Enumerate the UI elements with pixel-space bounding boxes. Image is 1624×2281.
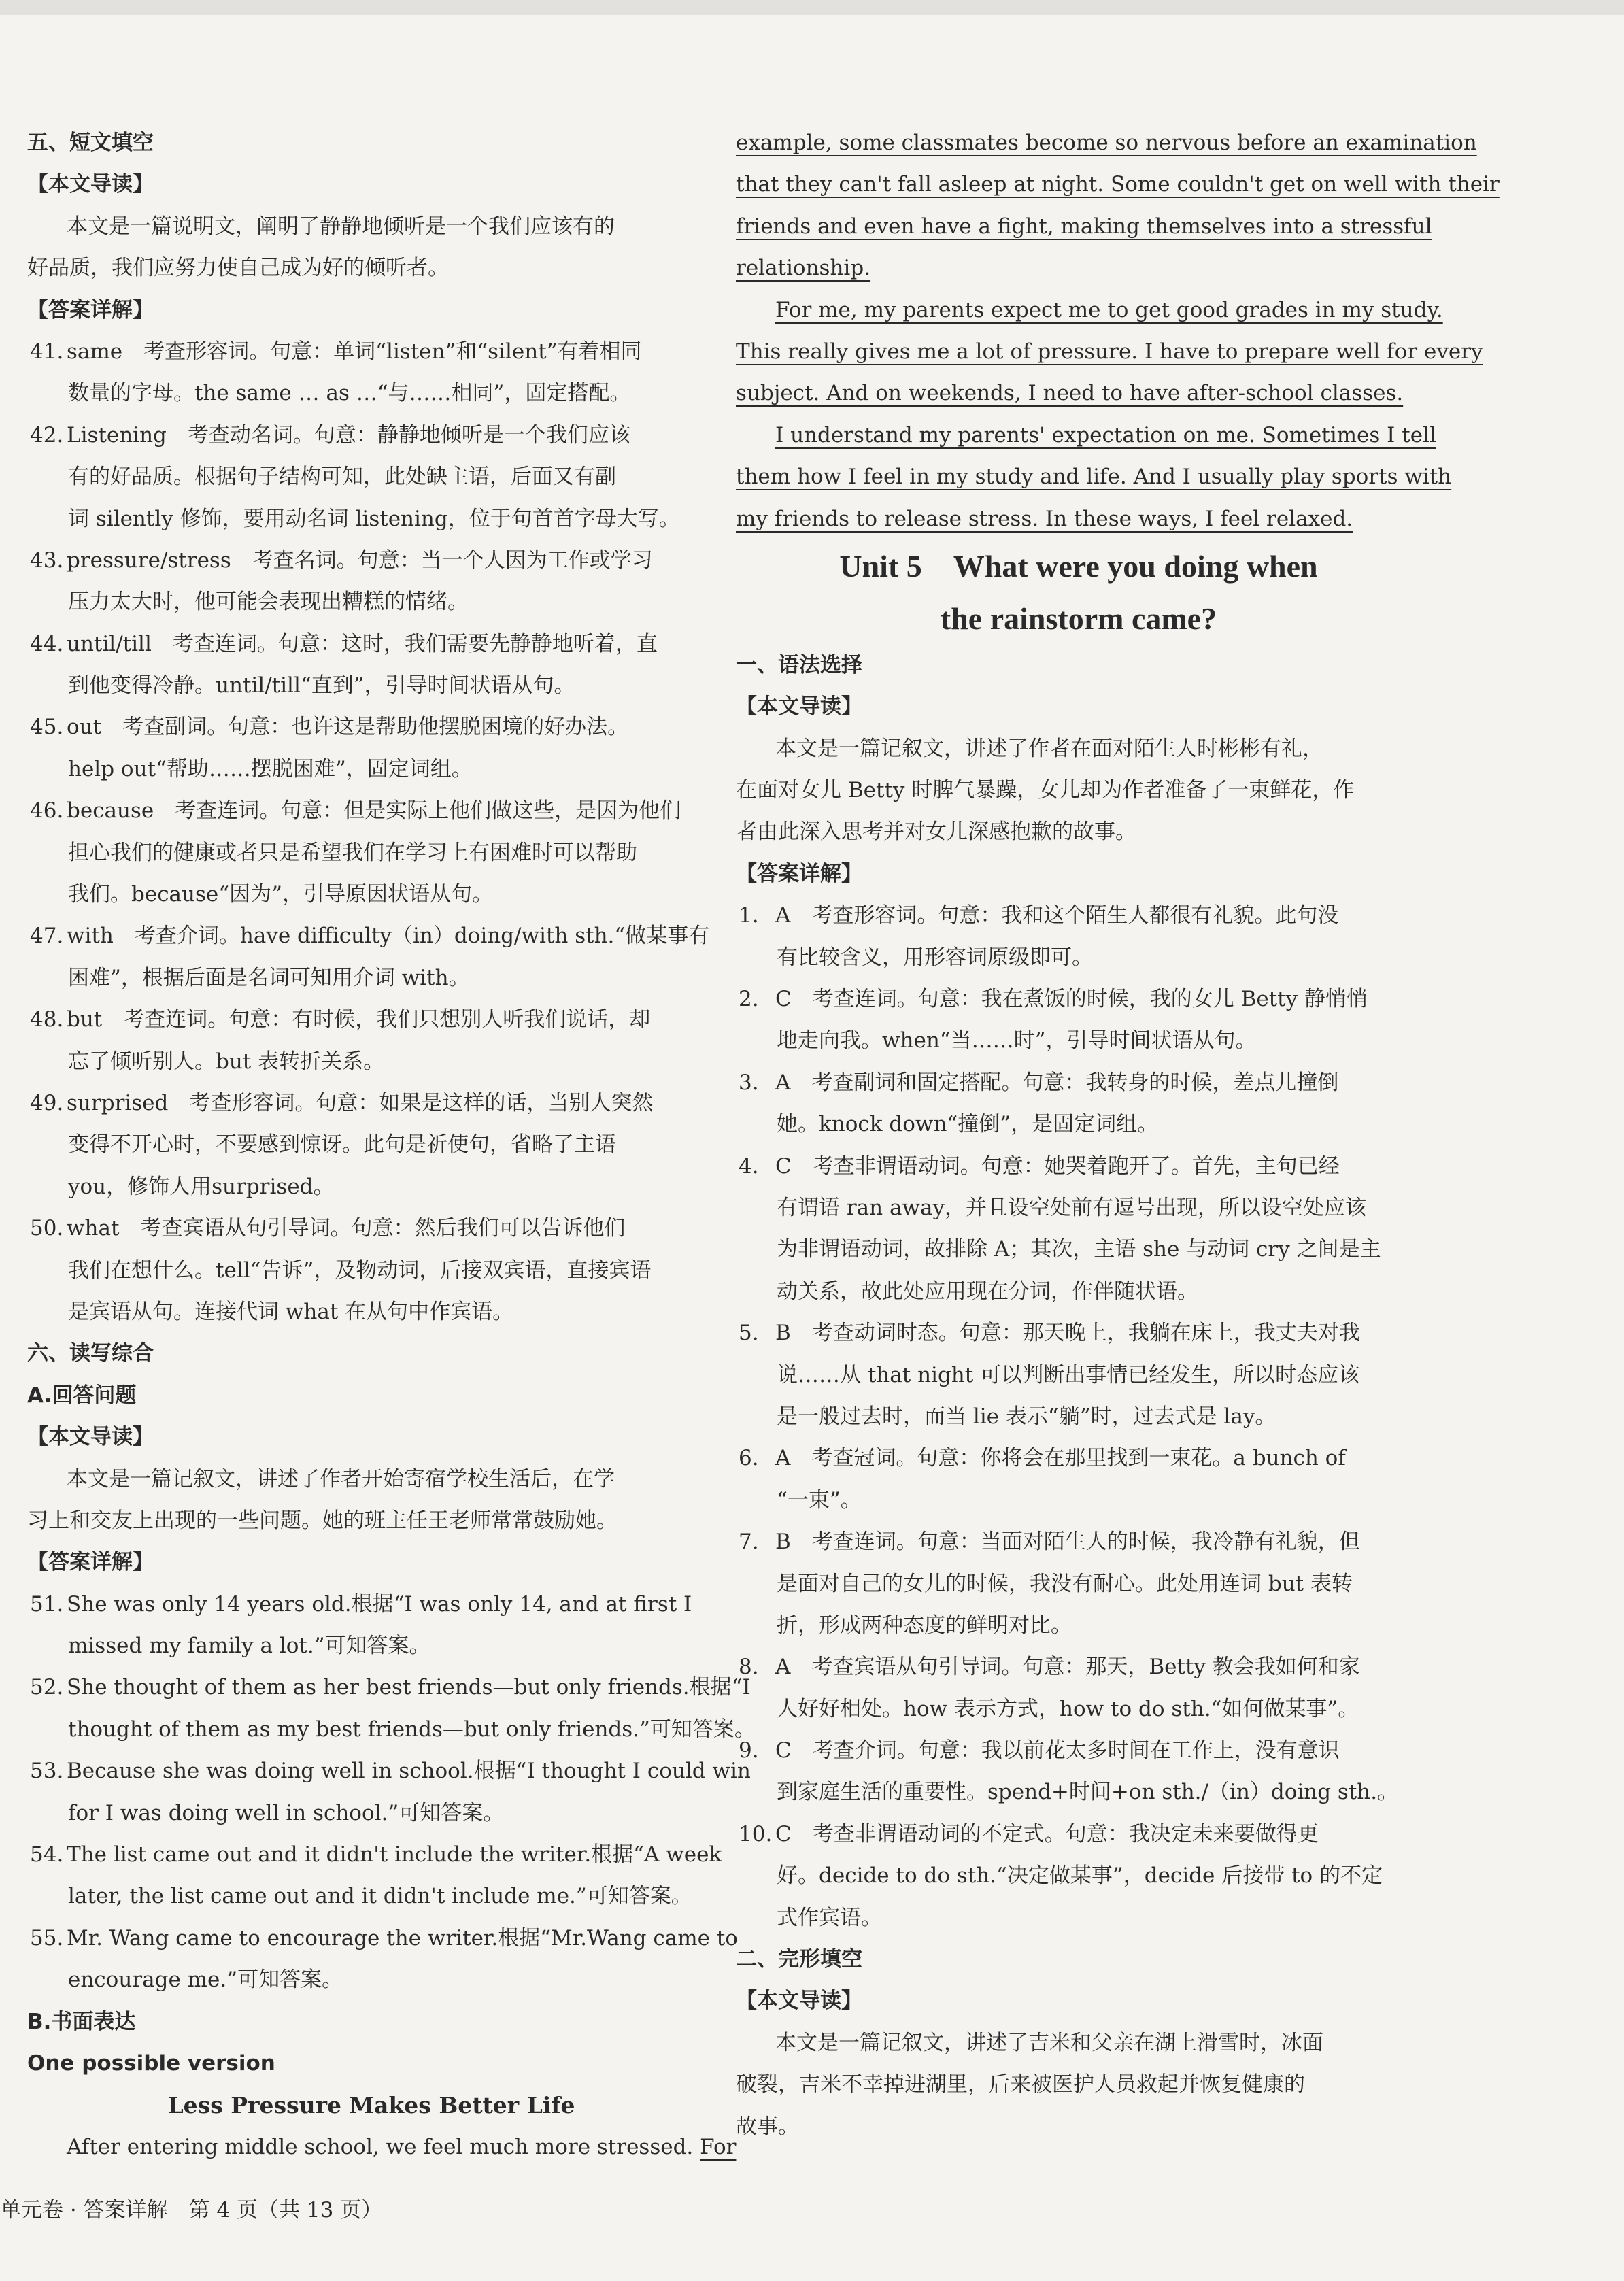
- answer-item: [27, 1667, 751, 1708]
- underlined-text: them how I feel in my study and life. And I usually play sports with: [736, 464, 1452, 490]
- item-number: 48.: [30, 1007, 64, 1032]
- answer-continuation: 忘了倾听别人。but 表转折关系。: [68, 1049, 385, 1074]
- item-text: C 考查介词。句意：我以前花太多时间在工作上，没有意识: [775, 1738, 1340, 1763]
- answer-continuation: thought of them as my best friends—but only friends.”可知答案。: [68, 1717, 756, 1742]
- item-number: 43.: [30, 547, 64, 573]
- section-heading: 六、读写综合: [27, 1341, 154, 1366]
- answer-continuation: encourage me.”可知答案。: [68, 1967, 343, 1993]
- essay-line: [736, 248, 1421, 289]
- underlined-text: This really gives me a lot of pressure. I have to prepare well for every: [736, 339, 1483, 364]
- answer-continuation: later, the list came out and it didn't include me.”可知答案。: [68, 1884, 692, 1909]
- essay-line: [736, 499, 1421, 540]
- text-line: 在面对女儿 Betty 时脾气暴躁，女儿却为作者准备了一束鲜花，作: [736, 778, 1355, 803]
- item-number: 2.: [739, 987, 759, 1012]
- item-number: 41.: [30, 339, 64, 364]
- answer-continuation: 是一般过去时，而当 lie 表示“躺”时，过去式是 lay。: [777, 1404, 1276, 1429]
- item-number: 46.: [30, 798, 64, 824]
- section-heading: 五、短文填空: [27, 131, 154, 155]
- item-text: C 考查非谓语动词。句意：她哭着跑开了。首先，主句已经: [775, 1153, 1340, 1179]
- answer-item: [736, 1521, 1421, 1563]
- subsection-label: 【答案详解】: [736, 861, 862, 886]
- answer-item: [736, 1646, 1421, 1688]
- item-text: Because she was doing well in school.根据“I thought I could win: [67, 1759, 751, 1784]
- answer-continuation: 有的好品质。根据句子结构可知，此处缺主语，后面又有副: [68, 464, 616, 490]
- item-number: 51.: [30, 1591, 64, 1617]
- item-number: 52.: [30, 1675, 64, 1700]
- subsection-label: 【本文导读】: [736, 1989, 862, 2014]
- answer-item: [27, 915, 715, 957]
- answer-item: [736, 1146, 1421, 1187]
- item-text: with 考查介词。have difficulty（in）doing/with sth.“做某事有: [67, 924, 710, 949]
- answer-item: [736, 895, 1421, 936]
- answer-item: [736, 979, 1421, 1020]
- item-text: C 考查非谓语动词的不定式。句意：我决定未来要做得更: [775, 1821, 1319, 1846]
- item-text: The list came out and it didn't include the writer.根据“A week: [67, 1842, 722, 1868]
- line-text: 本文是一篇记叙文，讲述了作者开始寄宿学校生活后，在学: [67, 1466, 615, 1491]
- section-heading: 一、语法选择: [736, 652, 862, 677]
- answer-item: [27, 790, 715, 832]
- answer-continuation: 人好好相处。how 表示方式，how to do sth.“如何做某事”。: [777, 1696, 1359, 1721]
- item-text: A 考查宾语从句引导词。句意：那天，Betty 教会我如何和家: [775, 1655, 1360, 1680]
- essay-paragraph-start: [736, 415, 1436, 456]
- answer-continuation: 有谓语 ran away，并且设空处前有逗号出现，所以设空处应该: [777, 1195, 1366, 1220]
- answer-continuation: 地走向我。when“当……时”，引导时间状语从句。: [777, 1028, 1257, 1053]
- item-number: 6.: [739, 1446, 759, 1471]
- section-heading: One possible version: [27, 2050, 275, 2076]
- item-text: until/till 考查连词。句意：这时，我们需要先静静地听着，直: [67, 631, 658, 656]
- paragraph-first-line: [736, 2023, 1421, 2064]
- essay-line: [736, 206, 1432, 248]
- item-text: She was only 14 years old.根据“I was only 14, and at first I: [67, 1591, 692, 1617]
- item-number: 49.: [30, 1090, 64, 1115]
- item-number: 45.: [30, 715, 64, 740]
- answer-item: [736, 1438, 1421, 1479]
- underlined-text: For me, my parents expect me to get good grades in my study.: [775, 297, 1443, 322]
- item-text: B 考查动词时态。句意：那天晚上，我躺在床上，我丈夫对我: [775, 1321, 1360, 1346]
- answer-item: [27, 1918, 738, 1959]
- line-text: After entering middle school, we feel much more stressed.: [67, 2134, 700, 2159]
- answer-continuation: “一束”。: [777, 1487, 862, 1513]
- answer-continuation: 担心我们的健康或者只是希望我们在学习上有困难时可以帮助: [68, 840, 637, 865]
- answer-continuation: missed my family a lot.”可知答案。: [68, 1634, 430, 1659]
- paragraph-first-line: [27, 206, 715, 248]
- answer-continuation: 数量的字母。the same … as …“与……相同”，固定搭配。: [68, 381, 631, 406]
- answer-continuation: 我们。because“因为”，引导原因状语从句。: [68, 882, 493, 907]
- answer-item: [736, 1730, 1421, 1772]
- underlined-text: I understand my parents' expectation on me. Sometimes I tell: [775, 422, 1436, 447]
- answer-item: [27, 1584, 715, 1625]
- item-text: surprised 考查形容词。句意：如果是这样的话，当别人突然: [67, 1090, 654, 1115]
- item-text: A 考查副词和固定搭配。句意：我转身的时候，差点儿撞倒: [775, 1070, 1339, 1095]
- item-number: 53.: [30, 1759, 64, 1784]
- item-text: pressure/stress 考查名词。句意：当一个人因为工作或学习: [67, 547, 653, 573]
- answer-item: [27, 624, 715, 665]
- answer-continuation: 好。decide to do sth.“决定做某事”，decide 后接带 to 的不定: [777, 1863, 1383, 1889]
- answer-continuation: 压力太大时，他可能会表现出糟糕的情绪。: [68, 590, 469, 615]
- underlined-text: friends and even have a fight, making themselves into a stressful: [736, 214, 1432, 239]
- subsection-label: 【本文导读】: [27, 1425, 154, 1450]
- item-number: 10.: [739, 1821, 773, 1846]
- unit-title: the rainstorm came?: [940, 601, 1217, 636]
- essay-title: Less Pressure Makes Better Life: [167, 2092, 575, 2119]
- item-number: 55.: [30, 1925, 64, 1950]
- text-line: 破裂，吉米不幸掉进湖里，后来被医护人员救起并恢复健康的: [736, 2072, 1305, 2097]
- item-number: 1.: [739, 903, 759, 928]
- item-text: A 考查形容词。句意：我和这个陌生人都很有礼貌。此句没: [775, 903, 1339, 928]
- answer-item: [27, 1208, 715, 1249]
- answer-continuation: 为非谓语动词，故排除 A；其次，主语 she 与动词 cry 之间是主: [777, 1237, 1381, 1262]
- underlined-text: relationship.: [736, 256, 871, 281]
- item-text: Mr. Wang came to encourage the writer.根据“Mr.Wang came to: [67, 1925, 738, 1950]
- answer-continuation: for I was doing well in school.”可知答案。: [68, 1800, 505, 1825]
- answer-continuation: 词 silently 修饰，要用动名词 listening，位于句首首字母大写。: [68, 506, 680, 531]
- essay-line: [736, 331, 1483, 373]
- underlined-text: my friends to release stress. In these ways, I feel relaxed.: [736, 506, 1353, 531]
- item-number: 50.: [30, 1216, 64, 1241]
- item-number: 44.: [30, 631, 64, 656]
- paragraph-first-line: [27, 1459, 715, 1500]
- line-text: 本文是一篇记叙文，讲述了作者在面对陌生人时彬彬有礼，: [775, 736, 1323, 761]
- item-text: because 考查连词。句意：但是实际上他们做这些，是因为他们: [67, 798, 681, 824]
- unit-title: Unit 5 What were you doing when: [839, 548, 1318, 584]
- item-text: B 考查连词。句意：当面对陌生人的时候，我冷静有礼貌，但: [775, 1530, 1360, 1555]
- answer-continuation: 到家庭生活的重要性。spend+时间+on sth./（in）doing sth.。: [777, 1780, 1399, 1805]
- answer-item: [27, 999, 715, 1041]
- item-text: A 考查冠词。句意：你将会在那里找到一束花。a bunch of: [775, 1446, 1346, 1471]
- underlined-text: that they can't fall asleep at night. Some couldn't get on well with their: [736, 172, 1500, 197]
- answer-continuation: you，修饰人用surprised。: [68, 1174, 335, 1199]
- subsection-label: 【答案详解】: [27, 1550, 154, 1575]
- answer-continuation: 动关系，故此处应用现在分词，作伴随状语。: [777, 1279, 1198, 1304]
- answer-continuation: 变得不开心时，不要感到惊讶。此句是祈使句，省略了主语: [68, 1132, 616, 1158]
- essay-line: [736, 456, 1452, 498]
- item-text: but 考查连词。句意：有时候，我们只想别人听我们说话，却: [67, 1007, 651, 1032]
- paragraph-first-line: [27, 2127, 737, 2168]
- underlined-text: subject. And on weekends, I need to have after-school classes.: [736, 381, 1404, 406]
- line-text: 本文是一篇记叙文，讲述了吉米和父亲在湖上滑雪时，冰面: [775, 2030, 1323, 2055]
- item-text: out 考查副词。句意：也许这是帮助他摆脱困境的好办法。: [67, 715, 629, 740]
- answer-item: [736, 1313, 1421, 1354]
- item-number: 5.: [739, 1321, 759, 1346]
- paragraph-first-line: [736, 728, 1421, 770]
- item-text: Listening 考查动名词。句意：静静地倾听是一个我们应该: [67, 422, 630, 447]
- item-number: 8.: [739, 1655, 759, 1680]
- answer-continuation: 说……从 that night 可以判断出事情已经发生，所以时态应该: [777, 1362, 1360, 1387]
- underlined-text: example, some classmates become so nervous before an examination: [736, 131, 1477, 155]
- essay-line: [736, 373, 1421, 414]
- answer-continuation: 折，形成两种态度的鲜明对比。: [777, 1612, 1072, 1638]
- top-edge: [0, 0, 1624, 15]
- answer-item: [27, 707, 715, 748]
- item-text: same 考查形容词。句意：单词“listen”和“silent”有着相同: [67, 339, 642, 364]
- subsection-label: 【答案详解】: [27, 297, 154, 322]
- essay-line: [736, 164, 1500, 205]
- item-number: 3.: [739, 1070, 759, 1095]
- section-heading: 二、完形填空: [736, 1947, 862, 1972]
- essay-line: [736, 122, 1477, 164]
- essay-paragraph-start: [736, 290, 1443, 331]
- answer-item: [27, 331, 715, 373]
- answer-continuation: 有比较含义，用形容词原级即可。: [777, 945, 1093, 970]
- answer-item: [27, 540, 715, 581]
- item-number: 47.: [30, 924, 64, 949]
- item-number: 42.: [30, 422, 64, 447]
- text-line: 故事。: [736, 2114, 799, 2139]
- item-number: 4.: [739, 1153, 759, 1179]
- answer-continuation: 到他变得冷静。until/till“直到”，引导时间状语从句。: [68, 673, 575, 698]
- answer-item: [27, 415, 715, 456]
- item-text: She thought of them as her best friends—but only friends.根据“I: [67, 1675, 751, 1700]
- line-text: 本文是一篇说明文，阐明了静静地倾听是一个我们应该有的: [67, 214, 615, 239]
- answer-item: [27, 1751, 751, 1792]
- item-number: 7.: [739, 1530, 759, 1555]
- answer-item: [27, 1083, 715, 1124]
- item-text: what 考查宾语从句引导词。句意：然后我们可以告诉他们: [67, 1216, 626, 1241]
- text-line: 习上和交友上出现的一些问题。她的班主任王老师常常鼓励她。: [27, 1508, 618, 1533]
- item-number: 9.: [739, 1738, 759, 1763]
- answer-item: [736, 1062, 1421, 1104]
- underlined-text: For: [700, 2134, 737, 2159]
- section-heading: B.书面表达: [27, 2009, 136, 2034]
- section-heading: A.回答问题: [27, 1383, 137, 1408]
- answer-item: [27, 1834, 722, 1876]
- answer-continuation: 困难”，根据后面是名词可知用介词 with。: [68, 965, 470, 990]
- answer-item: [736, 1814, 1421, 1855]
- text-line: 好品质，我们应努力使自己成为好的倾听者。: [27, 256, 449, 281]
- text-line: 者由此深入思考并对女儿深感抱歉的故事。: [736, 820, 1136, 845]
- item-number: 54.: [30, 1842, 64, 1868]
- right-column: [736, 122, 1500, 2148]
- page-footer: 单元卷 · 答案详解 第 4 页（共 13 页）: [0, 2198, 383, 2223]
- subsection-label: 【本文导读】: [736, 694, 862, 720]
- answer-continuation: 式作宾语。: [777, 1905, 882, 1930]
- answer-continuation: help out“帮助……摆脱困难”，固定词组。: [68, 756, 473, 781]
- item-text: C 考查连词。句意：我在煮饭的时候，我的女儿 Betty 静悄悄: [775, 987, 1368, 1012]
- answer-continuation: 我们在想什么。tell“告诉”，及物动词，后接双宾语，直接宾语: [68, 1257, 652, 1283]
- answer-continuation: 是面对自己的女儿的时候，我没有耐心。此处用连词 but 表转: [777, 1571, 1353, 1596]
- answer-continuation: 是宾语从句。连接代词 what 在从句中作宾语。: [68, 1299, 514, 1324]
- subsection-label: 【本文导读】: [27, 172, 154, 197]
- answer-continuation: 她。knock down“撞倒”，是固定词组。: [777, 1112, 1159, 1137]
